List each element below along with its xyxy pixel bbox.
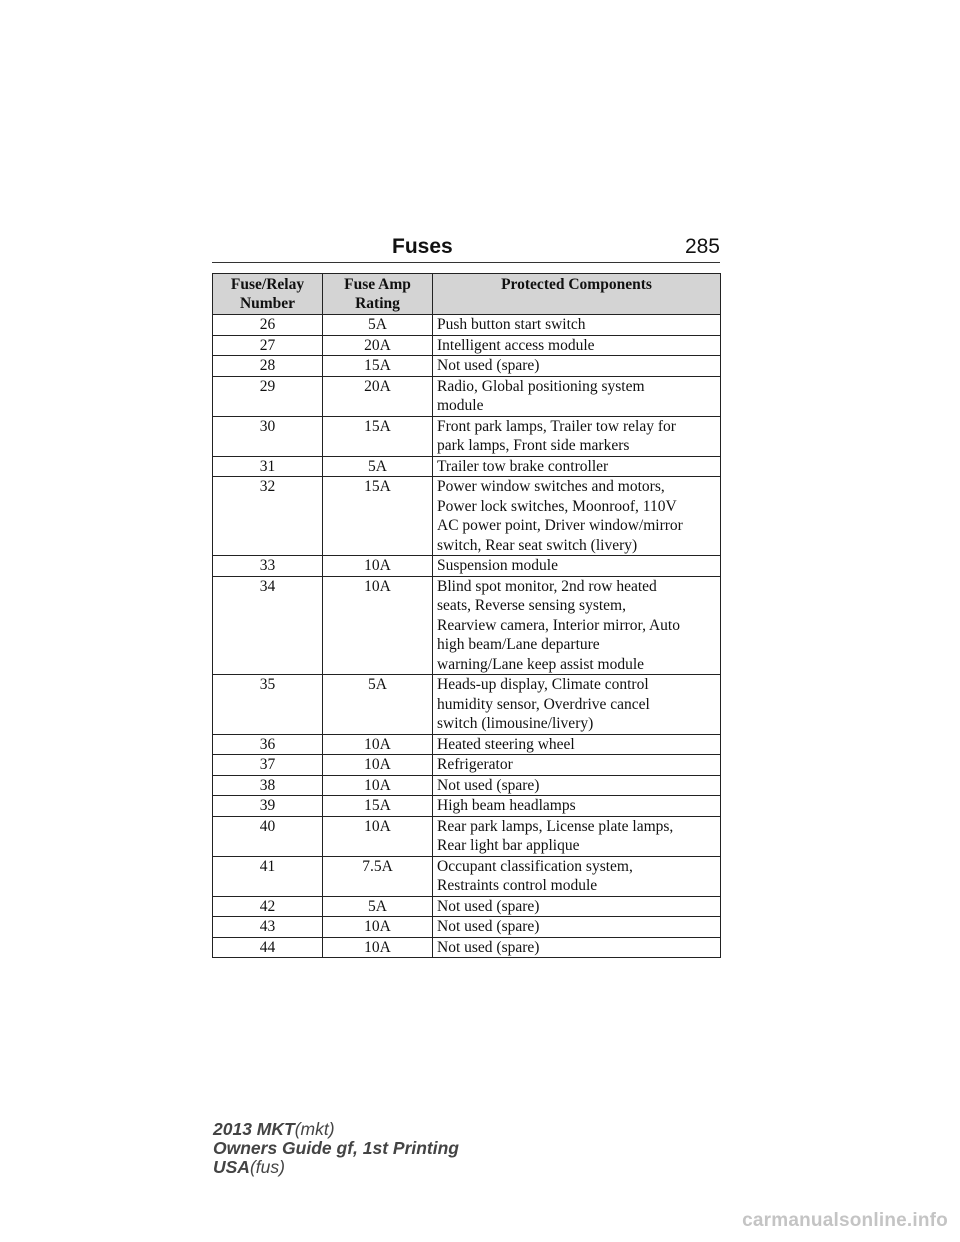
fuse-rating-cell: 20A: [323, 376, 433, 416]
fuse-number-cell: 44: [213, 937, 323, 958]
table-header-row: [213, 274, 721, 315]
header-protected-components: [433, 274, 721, 315]
fuse-number-cell: 41: [213, 856, 323, 896]
component-line: Suspension module: [437, 557, 558, 574]
component-line: module: [437, 397, 484, 414]
protected-components-cell: [433, 896, 721, 917]
component-line: Radio, Global positioning system: [437, 377, 645, 395]
fuse-rating-cell: 10A: [323, 816, 433, 856]
fuse-rating-cell: 20A: [323, 335, 433, 356]
table-row: [213, 416, 721, 456]
fuse-rating-cell: 15A: [323, 477, 433, 556]
component-line: switch (limousine/livery): [437, 715, 594, 732]
page-header: [212, 234, 720, 263]
footer-market-code: (fus): [249, 1157, 285, 1177]
table-row: [213, 917, 721, 938]
header-line: Fuse Amp: [344, 276, 411, 293]
fuse-rating-cell: 7.5A: [323, 856, 433, 896]
fuse-number-cell: 36: [213, 734, 323, 755]
table-row: [213, 456, 721, 477]
component-line: Rearview camera, Interior mirror, Auto: [437, 616, 680, 634]
table-row: [213, 576, 721, 675]
protected-components-cell: [433, 734, 721, 755]
component-line: AC power point, Driver window/mirror: [437, 517, 683, 534]
header-line: Number: [239, 295, 296, 312]
fuse-rating-cell: 15A: [323, 356, 433, 377]
component-line: Rear park lamps, License plate lamps,: [437, 817, 674, 835]
fuse-rating-cell: 5A: [323, 896, 433, 917]
component-line: park lamps, Front side markers: [437, 437, 630, 454]
footer-market: USA: [213, 1157, 250, 1177]
fuse-number-cell: 42: [213, 896, 323, 917]
component-line: Front park lamps, Trailer tow relay for: [437, 417, 676, 435]
fuse-rating-cell: 10A: [323, 937, 433, 958]
protected-components-cell: [433, 477, 721, 556]
page-number: 285: [684, 235, 720, 258]
table-row: [213, 775, 721, 796]
header-fuse-amp-rating: [323, 274, 433, 315]
fuse-rating-cell: 10A: [323, 734, 433, 755]
table-row: [213, 755, 721, 776]
footer: [213, 1120, 459, 1177]
protected-components-cell: [433, 356, 721, 377]
table-row: [213, 937, 721, 958]
component-line: Restraints control module: [437, 877, 598, 894]
protected-components-cell: [433, 456, 721, 477]
component-line: switch, Rear seat switch (livery): [437, 536, 638, 554]
protected-components-cell: [433, 856, 721, 896]
fuse-number-cell: 29: [213, 376, 323, 416]
protected-components-cell: [433, 416, 721, 456]
table-row: [213, 675, 721, 735]
component-line: Not used (spare): [437, 897, 540, 915]
protected-components-cell: [433, 937, 721, 958]
fuse-number-cell: 35: [213, 675, 323, 735]
fuse-rating-cell: 10A: [323, 775, 433, 796]
component-line: high beam/Lane departure: [437, 636, 600, 653]
component-line: Not used (spare): [437, 357, 540, 374]
protected-components-cell: [433, 335, 721, 356]
fuse-number-cell: 40: [213, 816, 323, 856]
component-line: Not used (spare): [437, 918, 540, 935]
footer-model-code: (mkt): [294, 1119, 335, 1139]
table-row: [213, 734, 721, 755]
protected-components-cell: [433, 576, 721, 675]
component-line: High beam headlamps: [437, 797, 576, 814]
component-line: Heads-up display, Climate control: [437, 676, 649, 693]
fuse-table: [212, 273, 721, 958]
section-title: Fuses: [392, 235, 453, 258]
fuse-number-cell: 32: [213, 477, 323, 556]
fuse-rating-cell: 5A: [323, 315, 433, 336]
header-line: Rating: [355, 295, 400, 312]
fuse-rating-cell: 5A: [323, 675, 433, 735]
table-row: [213, 335, 721, 356]
fuse-rating-cell: 15A: [323, 796, 433, 817]
protected-components-cell: [433, 675, 721, 735]
table-row: [213, 556, 721, 577]
protected-components-cell: [433, 796, 721, 817]
protected-components-cell: [433, 556, 721, 577]
table-row: [213, 896, 721, 917]
table-row: [213, 796, 721, 817]
fuse-rating-cell: 10A: [323, 755, 433, 776]
fuse-number-cell: 34: [213, 576, 323, 675]
fuse-number-cell: 43: [213, 917, 323, 938]
protected-components-cell: [433, 315, 721, 336]
fuse-rating-cell: 10A: [323, 576, 433, 675]
footer-line-2: Owners Guide gf, 1st Printing: [213, 1138, 459, 1158]
component-line: Power window switches and motors,: [437, 478, 665, 495]
footer-line-3: [213, 1158, 459, 1177]
header-line: Protected Components: [501, 276, 652, 293]
component-line: Not used (spare): [437, 938, 540, 956]
header-fuse-relay-number: [213, 274, 323, 315]
table-row: [213, 816, 721, 856]
component-line: Trailer tow brake controller: [437, 457, 609, 475]
fuse-number-cell: 37: [213, 755, 323, 776]
fuse-number-cell: 26: [213, 315, 323, 336]
component-line: Refrigerator: [437, 756, 513, 773]
fuse-number-cell: 33: [213, 556, 323, 577]
table-row: [213, 376, 721, 416]
table-row: [213, 315, 721, 336]
protected-components-cell: [433, 816, 721, 856]
fuse-table-body: [213, 315, 721, 958]
protected-components-cell: [433, 775, 721, 796]
component-line: humidity sensor, Overdrive cancel: [437, 695, 650, 713]
fuse-rating-cell: 10A: [323, 917, 433, 938]
table-row: [213, 356, 721, 377]
component-line: warning/Lane keep assist module: [437, 655, 645, 673]
fuse-number-cell: 31: [213, 456, 323, 477]
protected-components-cell: [433, 917, 721, 938]
component-line: Occupant classification system,: [437, 857, 633, 875]
component-line: seats, Reverse sensing system,: [437, 597, 626, 614]
fuse-rating-cell: 5A: [323, 456, 433, 477]
fuse-rating-cell: 10A: [323, 556, 433, 577]
component-line: Intelligent access module: [437, 336, 595, 354]
component-line: Not used (spare): [437, 776, 540, 794]
component-line: Power lock switches, Moonroof, 110V: [437, 497, 677, 515]
component-line: Heated steering wheel: [437, 735, 575, 753]
fuse-number-cell: 38: [213, 775, 323, 796]
component-line: Rear light bar applique: [437, 837, 580, 854]
header-line: Fuse/Relay: [230, 276, 305, 293]
footer-model: 2013 MKT: [213, 1119, 295, 1139]
watermark: carmanualsonline.info: [742, 1210, 948, 1231]
fuse-number-cell: 27: [213, 335, 323, 356]
component-line: Blind spot monitor, 2nd row heated: [437, 577, 657, 595]
table-row: [213, 477, 721, 556]
protected-components-cell: [433, 376, 721, 416]
component-line: Push button start switch: [437, 316, 586, 333]
footer-line-1: [213, 1120, 459, 1139]
fuse-number-cell: 28: [213, 356, 323, 377]
fuse-rating-cell: 15A: [323, 416, 433, 456]
fuse-number-cell: 30: [213, 416, 323, 456]
protected-components-cell: [433, 755, 721, 776]
fuse-number-cell: 39: [213, 796, 323, 817]
table-row: [213, 856, 721, 896]
